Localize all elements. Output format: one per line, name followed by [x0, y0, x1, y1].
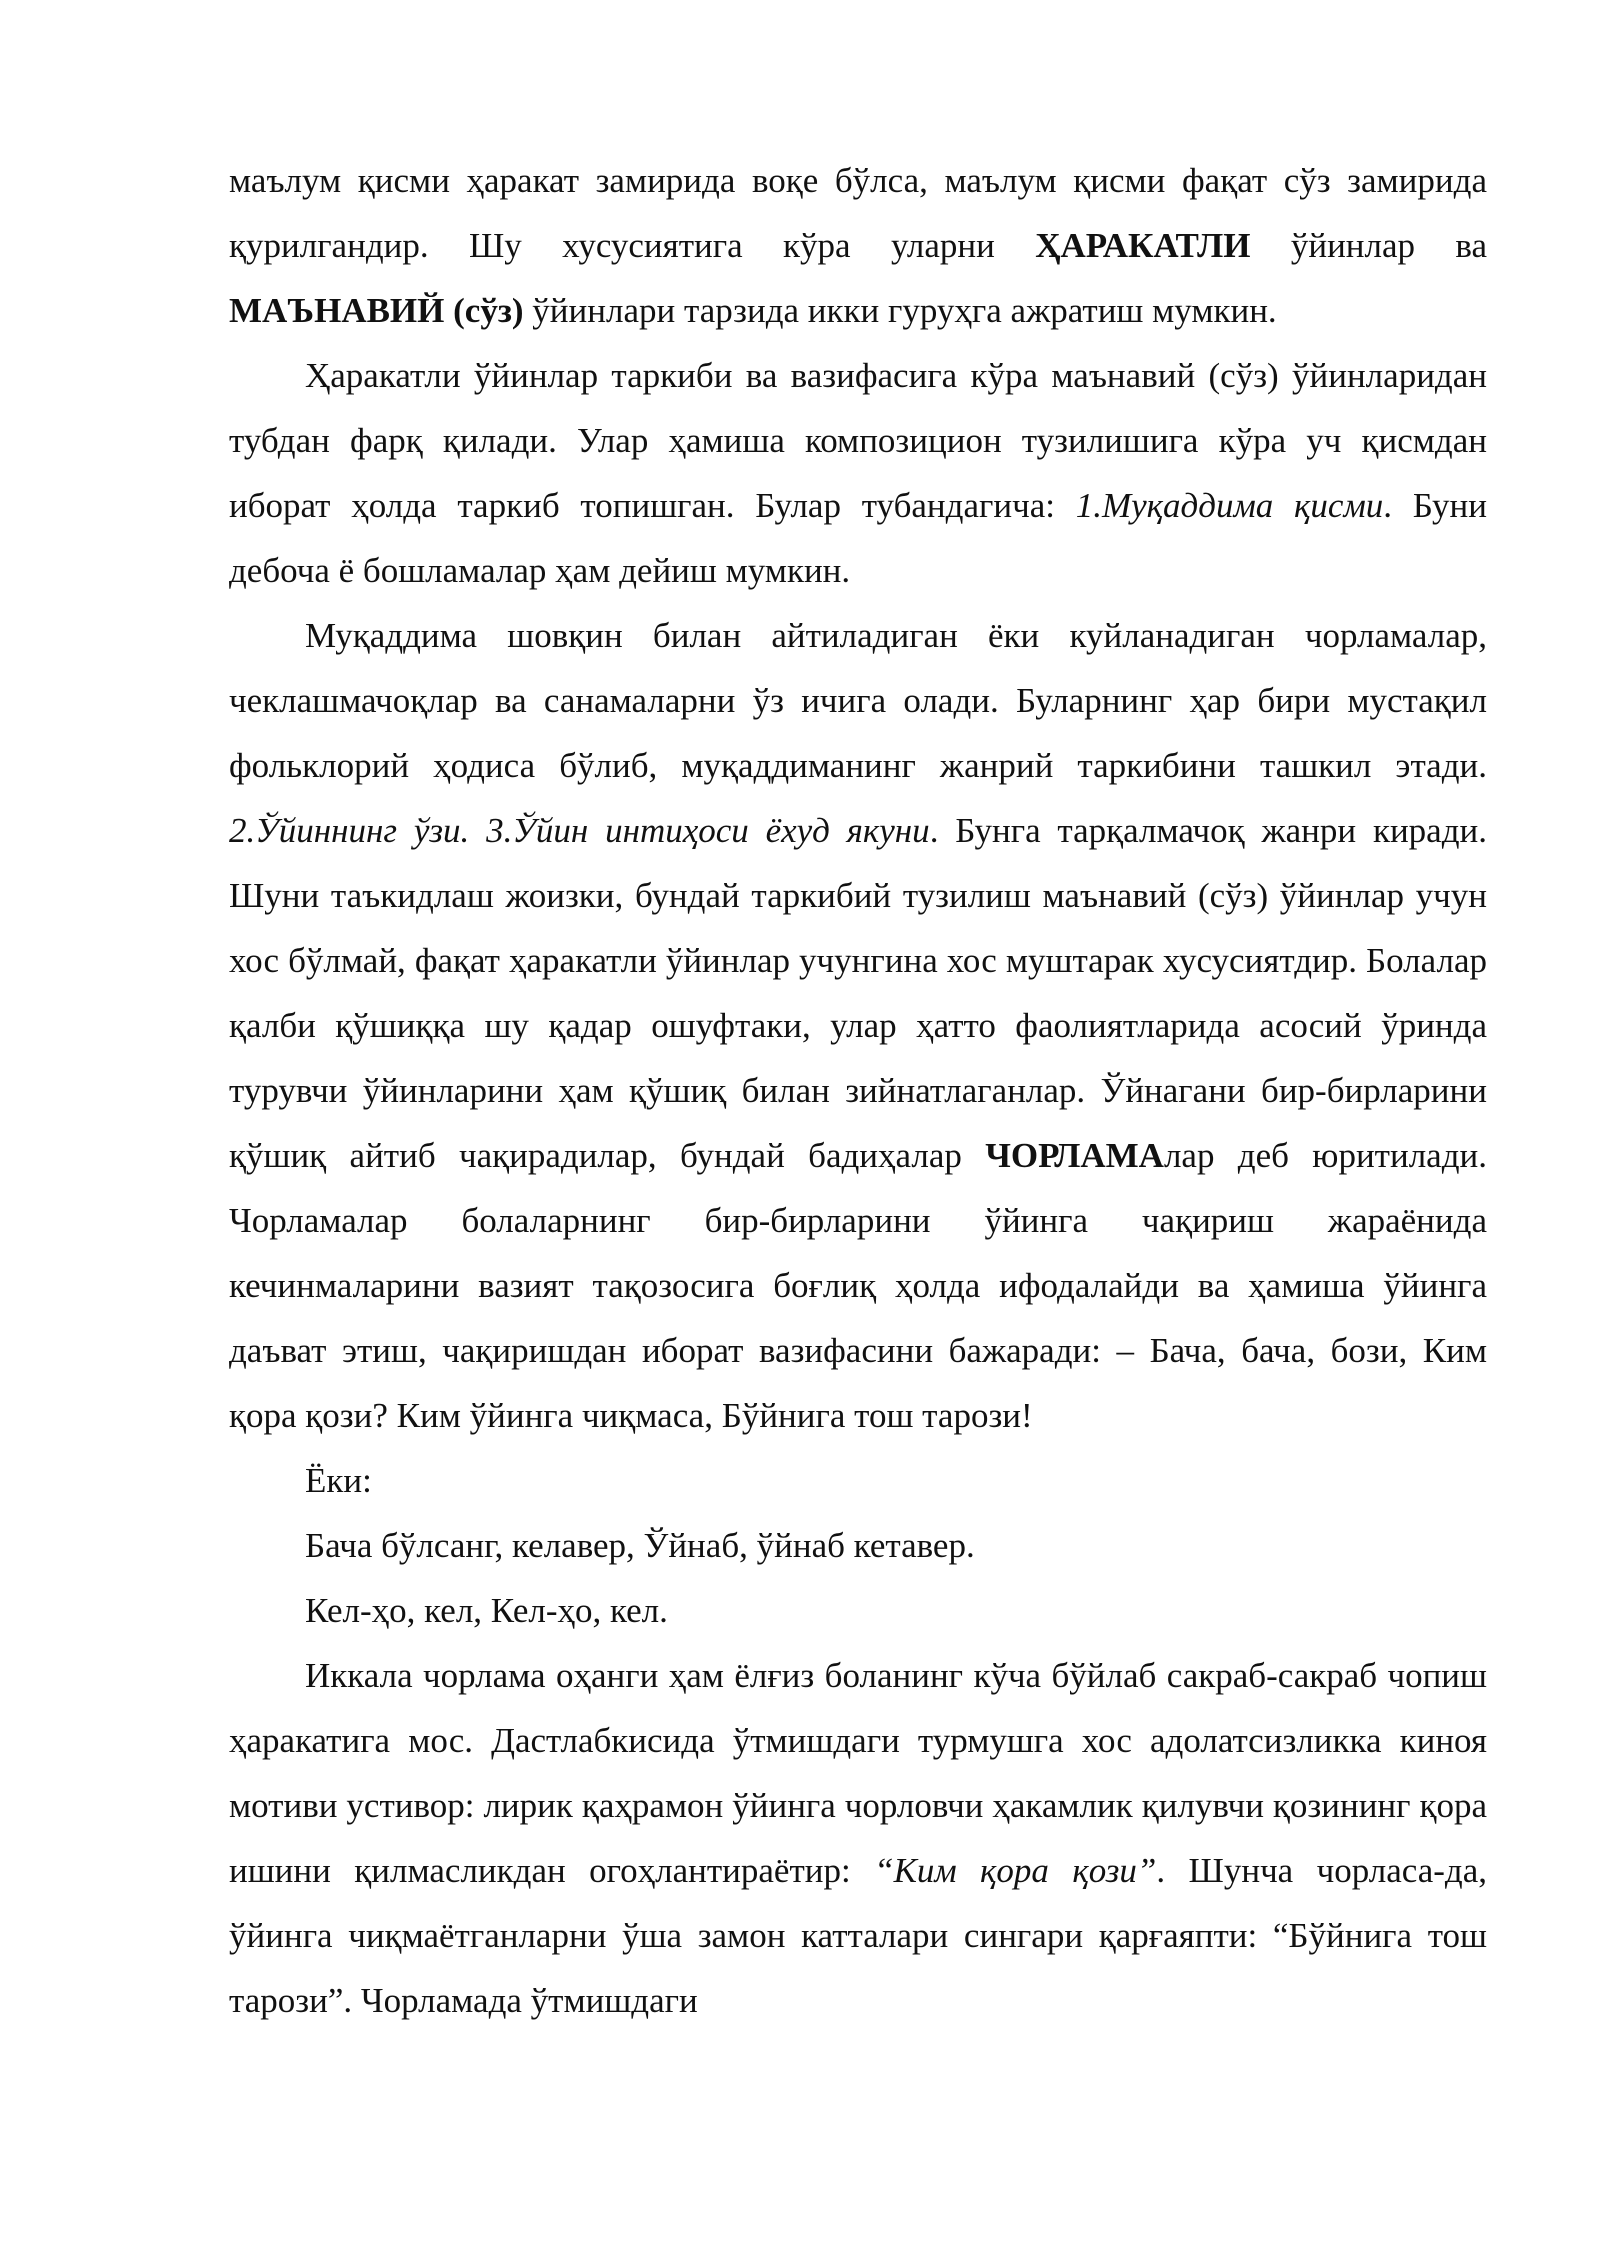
text-run: лар деб юритилади. Чорламалар болаларнинг бир-бирларини ўйинга чақириш жараёнида кечинмаларини вазият тақозосига боғлиқ ҳолда ифодалайди ва ҳамиша ўйинга даъват этиш, чақиришдан иборат вазифасини бажаради: – Бача, бача, бози, Ким қора қози? Ким ўйинга чиқмаса, Бўйнига тош тарози!: [229, 1136, 1487, 1435]
text-run: Ҳаракатли ўйинлар таркиби ва вазифасига кўра маънавий (сўз) ўйинларидан тубдан фарқ қилади. Улар ҳамиша композицион тузилишига кўра уч қисмдан иборат ҳолда таркиб топишган. Булар тубандагича:: [229, 356, 1487, 525]
text-run: ўйинлари тарзида икки гуруҳга ажратиш мумкин.: [523, 291, 1277, 330]
bold-term-chorlama: ЧОРЛАМА: [985, 1136, 1164, 1175]
paragraph-1: [229, 148, 1487, 343]
text-run: маълум қисми ҳаракат замирида воқе бўлса, маълум қисми фақат сўз замирида қурилгандир. Шу хусусиятига кўра уларни: [229, 161, 1487, 265]
paragraph-3: [229, 603, 1487, 1448]
italic-quote: “Ким қора қози”: [874, 1851, 1157, 1890]
verse-line-3: Кел-ҳо, кел, Кел-ҳо, кел.: [305, 1591, 668, 1630]
text-run: . Шунча чорласа-да, ўйинга чиқмаётганларни ўша замон катталари сингари қарғаяпти: “Бўйнига тош тарози”. Чорламада ўтмишдаги: [229, 1851, 1487, 2020]
verse-line-1: Ёки:: [305, 1461, 372, 1500]
paragraph-2: [229, 343, 1487, 603]
italic-term-muqaddima: 1.Муқаддима қисми: [1075, 486, 1384, 525]
text-run: ўйинлар ва: [1250, 226, 1487, 265]
text-run: Иккала чорлама оҳанги ҳам ёлғиз боланинг кўча бўйлаб сакраб-сакраб чопиш ҳаракатига мос. Дастлабкисида ўтмишдаги турмушга хос адолатсизликка киноя мотиви устивор: лирик қаҳрамон ўйинга чорловчи ҳакамлик қилувчи қозининг қора ишини қилмасликдан огоҳлантираётир:: [229, 1656, 1487, 1890]
text-run: . Бунга тарқалмачоқ жанри киради. Шуни таъкидлаш жоизки, бундай таркибий тузилиш маънавий (сўз) ўйинлар учун хос бўлмай, фақат ҳаракатли ўйинлар учунгина хос муштарак хусусиятдир. Болалар қалби қўшиққа шу қадар ошуфтаки, улар ҳатто фаолиятларида асосий ўринда турувчи ўйинларини ҳам қўшиқ билан зийнатлаганлар. Ўйнагани бир-бирларини қўшиқ айтиб чақирадилар, бундай бадиҳалар: [229, 811, 1487, 1175]
text-run: Муқаддима шовқин билан айтиладиган ёки куйланадиган чорламалар, чеклашмачоқлар ва санамаларни ўз ичига олади. Буларнинг ҳар бири мустақил фольклорий ҳодиса бўлиб, муқаддиманинг жанрий таркибини ташкил этади.: [229, 616, 1487, 785]
document-body: [229, 148, 1487, 2033]
bold-term-manaviy: МАЪНАВИЙ (сўз): [229, 291, 524, 330]
bold-term-harakatli: ҲАРАКАТЛИ: [1035, 226, 1251, 265]
text-run: . Буни дебоча ё бошламалар ҳам дейиш мумкин.: [229, 486, 1487, 590]
paragraph-4: [229, 1643, 1487, 2033]
italic-term-parts: 2.Ўйиннинг ўзи. 3.Ўйин интиҳоси ёхуд якуни: [229, 811, 930, 850]
verse-line-2: Бача бўлсанг, келавер, Ўйнаб, ўйнаб кетавер.: [305, 1526, 975, 1565]
